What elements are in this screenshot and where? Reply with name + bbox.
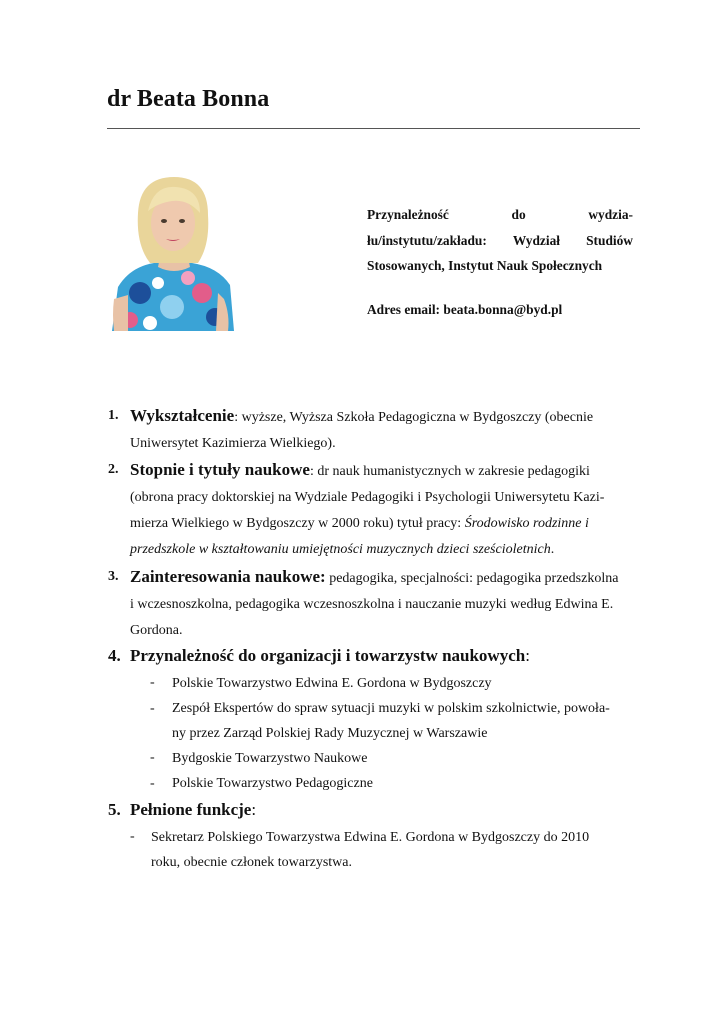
section-number: 2. xyxy=(108,462,119,477)
section-degrees xyxy=(108,457,640,563)
text-line xyxy=(130,457,640,485)
section-number: 4. xyxy=(108,646,121,665)
thesis-title: Środowisko rodzinne i xyxy=(464,516,589,531)
section-heading: Stopnie i tytuły naukowe xyxy=(130,460,310,479)
section-number: 5. xyxy=(108,800,121,819)
text-line xyxy=(130,511,640,537)
list-item: roku, obecnie członek towarzystwa. xyxy=(151,855,352,870)
section-number: 1. xyxy=(108,408,119,423)
section-number: 3. xyxy=(108,569,119,584)
affiliation-line xyxy=(367,202,633,228)
section-functions xyxy=(108,797,640,825)
section-interests xyxy=(108,564,640,644)
list-bullet: - xyxy=(150,701,155,716)
list-bullet: - xyxy=(150,750,155,765)
section-text: . xyxy=(550,542,555,557)
list-item: Polskie Towarzystwo Edwina E. Gordona w Bydgoszczy xyxy=(172,676,492,691)
affiliation-word: Wydział xyxy=(512,232,561,248)
section-heading: Wykształcenie xyxy=(130,406,235,425)
section-memberships xyxy=(108,643,640,671)
email-address[interactable]: beata.bonna@byd.pl xyxy=(443,302,563,317)
text-line xyxy=(130,403,640,431)
list-item: Zespół Ekspertów do spraw sytuacji muzyki w polskim szkolnictwie, powoła- xyxy=(172,701,610,716)
section-text: : dr nauk humanistycznych w zakresie pedagogiki xyxy=(309,464,590,479)
section-text: (obrona pracy doktorskiej na Wydziale Pedagogiki i Psychologii Uniwersytetu Kazi- xyxy=(130,490,605,505)
text-line xyxy=(130,537,640,563)
affiliation-word: łu/instytutu/zakładu: xyxy=(367,232,487,248)
affiliation-block xyxy=(367,202,633,279)
affiliation-word: wydzia- xyxy=(588,207,633,222)
email-line xyxy=(367,302,562,318)
affiliation-word: do xyxy=(511,207,526,222)
affiliation-word: Przynależność xyxy=(367,207,449,222)
section-text: pedagogika, specjalności: pedagogika przedszkolna xyxy=(325,571,619,586)
affiliation-word: Studiów xyxy=(586,232,633,248)
heading-colon: : xyxy=(525,646,530,665)
section-heading: Przynależność do organizacji i towarzystw naukowych xyxy=(130,646,526,665)
thesis-title: przedszkole w kształtowaniu umiejętności muzycznych dzieci sześcioletnich xyxy=(130,542,551,557)
affiliation-line xyxy=(367,228,633,254)
section-education xyxy=(108,403,640,457)
section-text: Gordona. xyxy=(130,623,183,638)
section-text: mierza Wielkiego w Bydgoszczy w 2000 roku) tytuł pracy: xyxy=(130,516,465,531)
list-item: Polskie Towarzystwo Pedagogiczne xyxy=(172,776,373,791)
affiliation-line: Stosowanych, Instytut Nauk Społecznych xyxy=(367,258,603,273)
section-text: i wczesnoszkolna, pedagogika wczesnoszkolna i nauczanie muzyki według Edwina E. xyxy=(130,597,614,612)
list-bullet: - xyxy=(150,776,155,791)
section-heading: Zainteresowania naukowe: xyxy=(130,567,326,586)
section-heading: Pełnione funkcje xyxy=(130,800,252,819)
profile-photo xyxy=(110,175,234,331)
list-item: ny przez Zarząd Polskiej Rady Muzycznej w Warszawie xyxy=(172,726,488,741)
list-bullet: - xyxy=(130,829,135,844)
section-text: Uniwersytet Kazimierza Wielkiego). xyxy=(130,436,336,451)
list-item: Sekretarz Polskiego Towarzystwa Edwina E. Gordona w Bydgoszczy do 2010 xyxy=(151,830,590,845)
heading-colon: : xyxy=(251,800,257,819)
title-divider xyxy=(107,128,640,129)
section-text: : wyższe, Wyższa Szkoła Pedagogiczna w Bydgoszczy (obecnie xyxy=(234,410,594,425)
text-line xyxy=(130,564,640,592)
email-label: Adres email: xyxy=(367,302,441,317)
list-bullet: - xyxy=(150,675,155,690)
page-title: dr Beata Bonna xyxy=(107,86,270,112)
list-item: Bydgoskie Towarzystwo Naukowe xyxy=(172,751,368,766)
